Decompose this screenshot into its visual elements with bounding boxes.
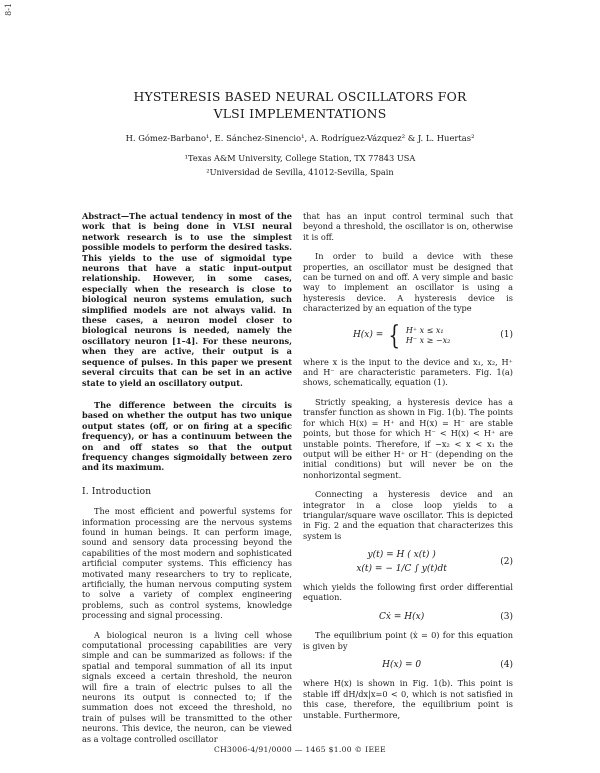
eq1-case-1: H⁺ x ≤ x₁ xyxy=(405,325,444,335)
equation-number: (2) xyxy=(500,556,513,567)
brace-symbol: { xyxy=(388,320,401,351)
eq2-line-2: x(t) = − 1/C ∫ y(t)dt xyxy=(356,563,447,574)
right-body xyxy=(303,582,513,603)
eq1-lhs: H(x) = xyxy=(352,330,384,341)
right-body xyxy=(303,357,513,542)
title-line-2: VLSI IMPLEMENTATIONS xyxy=(213,106,387,121)
body-paragraph: A biological neuron is a living cell whose computational processing capabilities are very simple and can be summarized as follows: if the spatial and temporal summation of all its input signals exceed a certain threshold, the neuron will fire a train of electric pulses to all the neurons its output is connected to; if the summation does not exceed the threshold, no train of pulses will be transmitted to the other neurons. This device, the neuron, can be viewed as a voltage controlled oscillator xyxy=(82,629,292,744)
equation-3 xyxy=(303,612,513,622)
equation-1 xyxy=(303,320,513,351)
eq4-text: H(x) = 0 xyxy=(382,660,422,670)
abstract-paragraph: Abstract—The actual tendency in most of the work that is being done in VLSI neural network research is to use the simplest possible models to perform the desired tasks. This yields to the use of sigmoidal type neurons that have a static input-output relationship. However, in some cases, especially when the research is close to biological neuron systems emulation, such simplified models are not always valid. In these cases, a neuron model closer to biological neurons is needed, namely the oscillatory neuron [1–4]. For these neurons, when they are active, their output is a sequence of pulses. In this paper we present several circuits that can be set in an active state to yield an oscillatory output. xyxy=(82,211,292,388)
eq2-line-1: y(t) = H ( x(t) ) xyxy=(367,550,436,561)
body-paragraph: where H(x) is shown in Fig. 1(b). This point is stable iff dH/dx|x=0 < 0, which is not satisfied in this case, therefore, the equilibrium point is unstable. Furthermore, xyxy=(303,678,513,720)
eq3-text: Cẋ = H(x) xyxy=(379,611,425,622)
equation-number: (3) xyxy=(500,611,513,622)
equation-number: (1) xyxy=(500,330,513,341)
paper-title xyxy=(0,88,600,122)
equation-4 xyxy=(303,660,513,670)
abstract xyxy=(82,211,292,473)
authors: H. Gómez-Barbano¹, E. Sánchez-Sinencio¹, A. Rodríguez-Vázquez² & J. L. Huertas² xyxy=(125,133,475,143)
body-paragraph: In order to build a device with these properties, an oscillator must be designed that can be turned on and off. A very simple and basic way to implement an oscillator is using a hysteresis device. A hysteresis device is characterized by an equation of the type xyxy=(303,251,513,314)
margin-note: 8-1 xyxy=(4,3,13,16)
equation-2 xyxy=(303,550,513,574)
body-paragraph: Connecting a hysteresis device and an integrator in a close loop yields to a triangular/square wave oscillator. This is depicted in Fig. 2 and the equation that characterizes this system is xyxy=(303,489,513,541)
affiliation-2: ²Universidad de Sevilla, 41012-Sevilla, Spain xyxy=(206,167,394,177)
section-heading: I. Introduction xyxy=(82,486,152,497)
equation-number: (4) xyxy=(500,660,513,670)
body-paragraph: Strictly speaking, a hysteresis device has a transfer function as shown in Fig. 1(b). The points for which H(x) = H⁺ and H(x) = H⁻ are stable points, but those for which H⁻ < H(x) < H⁺ are unstable points. Therefore, if −x₂ < x < x₁ the output will be either H⁺ or H⁻ (depending on the initial conditions) but will never be on the nonhorizontal segment. xyxy=(303,396,513,480)
left-column xyxy=(82,211,292,753)
left-body xyxy=(82,506,292,744)
abstract-paragraph: The difference between the circuits is based on whether the output has two unique output states (off, or on firing at a specific frequency), or has a continuum between the on and off states so that the output frequency changes sigmoidally between zero and its maximum. xyxy=(82,399,292,473)
body-paragraph: The most efficient and powerful systems for information processing are the nervous systems found in human beings. It can perform image, sound and sensory data processing beyond the capabilities of the most modern and sophisticated artificial computer systems. This efficiency has motivated many researchers to try to replicate, artificially, the human nervous computing system to solve a variety of complex engineering problems, such as control systems, knowledge processing and signal processing. xyxy=(82,506,292,621)
right-body xyxy=(303,630,513,651)
eq1-case-2: H⁻ x ≥ −x₂ xyxy=(405,335,451,345)
body-paragraph: which yields the following first order differential equation. xyxy=(303,581,513,603)
affiliation-1: ¹Texas A&M University, College Station, TX 77843 USA xyxy=(184,153,416,163)
body-paragraph: The equilibrium point (ẋ = 0) for this equation is given by xyxy=(303,630,513,651)
title-line-1: HYSTERESIS BASED NEURAL OSCILLATORS FOR xyxy=(133,89,467,104)
body-paragraph: where x is the input to the device and x₁, x₂, H⁺ and H⁻ are characteristic parameters. Fig. 1(a) shows, schematically, equation (1). xyxy=(303,356,513,388)
body-paragraph: that has an input control terminal such that beyond a threshold, the oscillator is on, otherwise it is off. xyxy=(303,211,513,242)
right-body xyxy=(303,211,513,314)
right-body xyxy=(303,678,513,720)
right-column xyxy=(303,211,513,729)
footer-copyright: CH3006-4/91/0000 — 1465 $1.00 © IEEE xyxy=(213,745,386,754)
